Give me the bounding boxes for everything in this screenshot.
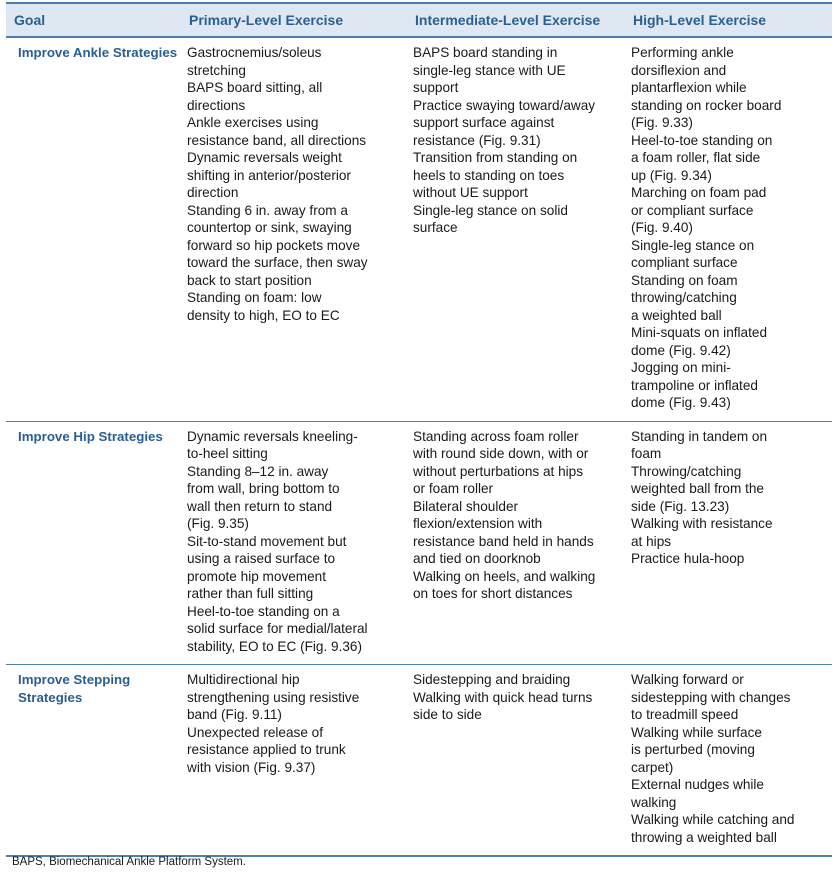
cell-line: plantarflexion while (631, 80, 747, 95)
cell-line: density to high, EO to EC (187, 307, 340, 323)
goal-cell (6, 421, 181, 665)
cell-line: Multidirectional hip (187, 672, 300, 687)
cell-line: countertop or sink, swaying (187, 220, 352, 235)
cell-line: without UE support (413, 185, 528, 200)
cell-line: Performing ankle (631, 45, 734, 60)
cell-line: stability, EO to EC (Fig. 9.36) (187, 638, 363, 654)
cell-line: Gastrocnemius/soleus (187, 45, 322, 60)
cell-line: solid surface for medial/lateral (187, 621, 368, 636)
header-primary: Primary-Level Exercise (181, 3, 407, 37)
high-cell (625, 37, 832, 421)
cell-line: throwing a weighted ball (631, 829, 777, 845)
cell-line: resistance band held in hands (413, 533, 594, 549)
cell-line: rather than full sitting (187, 586, 314, 601)
cell-line: using a raised surface to (187, 551, 336, 566)
cell-line: (Fig. 9.35) (187, 516, 249, 531)
cell-line: Heel-to-toe standing on a (187, 603, 340, 619)
cell-line: Improve Hip Strategies (18, 428, 163, 444)
cell-line: dome (Fig. 9.43) (631, 395, 731, 410)
cell-line: Ankle exercises using (187, 115, 319, 130)
cell-line: Sidestepping and braiding (413, 672, 571, 687)
cell-line: back to start position (187, 272, 312, 288)
cell-line: support (413, 80, 459, 95)
cell-line: to-heel sitting (187, 446, 268, 461)
goal-cell (6, 665, 181, 857)
cell-line: with round side down, with or (413, 446, 589, 461)
cell-line: shifting in anterior/posterior (187, 167, 351, 183)
cell-line: direction (187, 185, 239, 200)
cell-line: Single-leg stance on (631, 237, 755, 253)
cell-line: (Fig. 9.33) (631, 115, 693, 130)
cell-line: Standing 6 in. away from a (187, 202, 348, 218)
cell-line: Dynamic reversals kneeling- (187, 428, 358, 444)
cell-line: support surface against (413, 115, 555, 130)
intermediate-cell (407, 421, 625, 665)
cell-line: Standing 8–12 in. away (187, 463, 329, 479)
cell-line: Improve Stepping (18, 672, 131, 687)
table-body (6, 37, 832, 856)
cell-line: Mini-squats on inflated (631, 325, 768, 340)
header-intermediate: Intermediate-Level Exercise (407, 3, 625, 37)
cell-line: Practice swaying toward/away (413, 97, 596, 113)
cell-line: single-leg stance with UE (413, 62, 566, 78)
cell-line: Sit-to-stand movement but (187, 533, 347, 549)
cell-line: side to side (413, 707, 482, 722)
cell-line: directions (187, 97, 246, 113)
cell-line: BAPS board sitting, all (187, 80, 323, 95)
primary-cell (181, 37, 407, 421)
high-cell (625, 421, 832, 665)
cell-line: Walking forward or (631, 672, 744, 687)
cell-line: is perturbed (moving (631, 742, 755, 757)
cell-line: from wall, bring bottom to (187, 481, 340, 496)
cell-line: side (Fig. 13.23) (631, 498, 730, 514)
header-high: High-Level Exercise (625, 3, 832, 37)
table-row-ankle (6, 37, 832, 421)
table-row-stepping (6, 665, 832, 857)
cell-line: with vision (Fig. 9.37) (187, 759, 316, 775)
cell-line: Single-leg stance on solid (413, 202, 568, 218)
cell-line: dorsiflexion and (631, 62, 727, 78)
cell-line: Standing in tandem on (631, 428, 768, 444)
header-goal: Goal (6, 3, 181, 37)
cell-line: resistance band, all directions (187, 132, 367, 148)
cell-line: forward so hip pockets move (187, 237, 361, 253)
cell-line: (Fig. 9.40) (631, 220, 693, 235)
primary-cell (181, 421, 407, 665)
cell-line: wall then return to stand (187, 498, 333, 514)
cell-line: BAPS board standing in (413, 45, 558, 60)
cell-line: walking (631, 794, 677, 810)
cell-line: Standing on foam (631, 272, 738, 288)
cell-line: trampoline or inflated (631, 377, 758, 393)
cell-line: throwing/catching (631, 290, 737, 305)
table-row-hip (6, 421, 832, 665)
cell-line: Walking on heels, and walking (413, 568, 596, 584)
cell-line: surface (413, 220, 458, 235)
cell-line: carpet) (631, 759, 674, 775)
cell-line: strengthening using resistive (187, 689, 360, 705)
cell-line: heels to standing on toes (413, 167, 565, 183)
cell-line: Jogging on mini- (631, 360, 731, 375)
cell-line: Transition from standing on (413, 150, 578, 165)
cell-line: toward the surface, then sway (187, 255, 368, 270)
cell-line: resistance (Fig. 9.31) (413, 132, 541, 148)
header-row (6, 3, 832, 37)
high-cell (625, 665, 832, 857)
cell-line: a weighted ball (631, 307, 722, 323)
cell-line: flexion/extension with (413, 516, 543, 531)
cell-line: Heel-to-toe standing on (631, 132, 773, 148)
footnote: BAPS, Biomechanical Ankle Platform System. (12, 856, 246, 868)
cell-line: at hips (631, 533, 672, 549)
cell-line: Marching on foam pad (631, 185, 767, 200)
cell-line: standing on rocker board (631, 97, 782, 113)
cell-line: Unexpected release of (187, 724, 324, 740)
cell-line: Improve Ankle Strategies (18, 45, 178, 60)
cell-line: Walking with quick head turns (413, 689, 593, 705)
exercise-table (6, 2, 832, 857)
cell-line: a foam roller, flat side (631, 150, 761, 165)
cell-line: band (Fig. 9.11) (187, 707, 282, 722)
cell-line: Standing across foam roller (413, 428, 579, 444)
intermediate-cell (407, 665, 625, 857)
cell-line: Walking while catching and (631, 812, 795, 827)
cell-line: Practice hula-hoop (631, 551, 745, 566)
cell-line: foam (631, 446, 662, 461)
cell-line: Walking with resistance (631, 516, 773, 531)
primary-cell (181, 665, 407, 857)
intermediate-cell (407, 37, 625, 421)
cell-line: compliant surface (631, 255, 738, 270)
table-header (6, 3, 832, 37)
cell-line: weighted ball from the (631, 481, 764, 496)
cell-line: stretching (187, 62, 246, 78)
cell-line: External nudges while (631, 777, 764, 792)
cell-line: Strategies (18, 689, 83, 705)
cell-line: or foam roller (413, 481, 494, 496)
cell-line: promote hip movement (187, 568, 327, 584)
cell-line: to treadmill speed (631, 707, 739, 722)
cell-line: without perturbations at hips (413, 463, 584, 479)
cell-line: dome (Fig. 9.42) (631, 342, 731, 358)
cell-line: Walking while surface (631, 724, 762, 740)
cell-line: on toes for short distances (413, 586, 573, 601)
cell-line: or compliant surface (631, 202, 754, 218)
cell-line: Dynamic reversals weight (187, 150, 342, 165)
cell-line: resistance applied to trunk (187, 742, 346, 757)
cell-line: Standing on foam: low (187, 290, 322, 305)
cell-line: sidestepping with changes (631, 689, 791, 705)
cell-line: Throwing/catching (631, 463, 742, 479)
cell-line: and tied on doorknob (413, 551, 541, 566)
cell-line: Bilateral shoulder (413, 498, 519, 514)
goal-cell (6, 37, 181, 421)
cell-line: up (Fig. 9.34) (631, 167, 712, 183)
